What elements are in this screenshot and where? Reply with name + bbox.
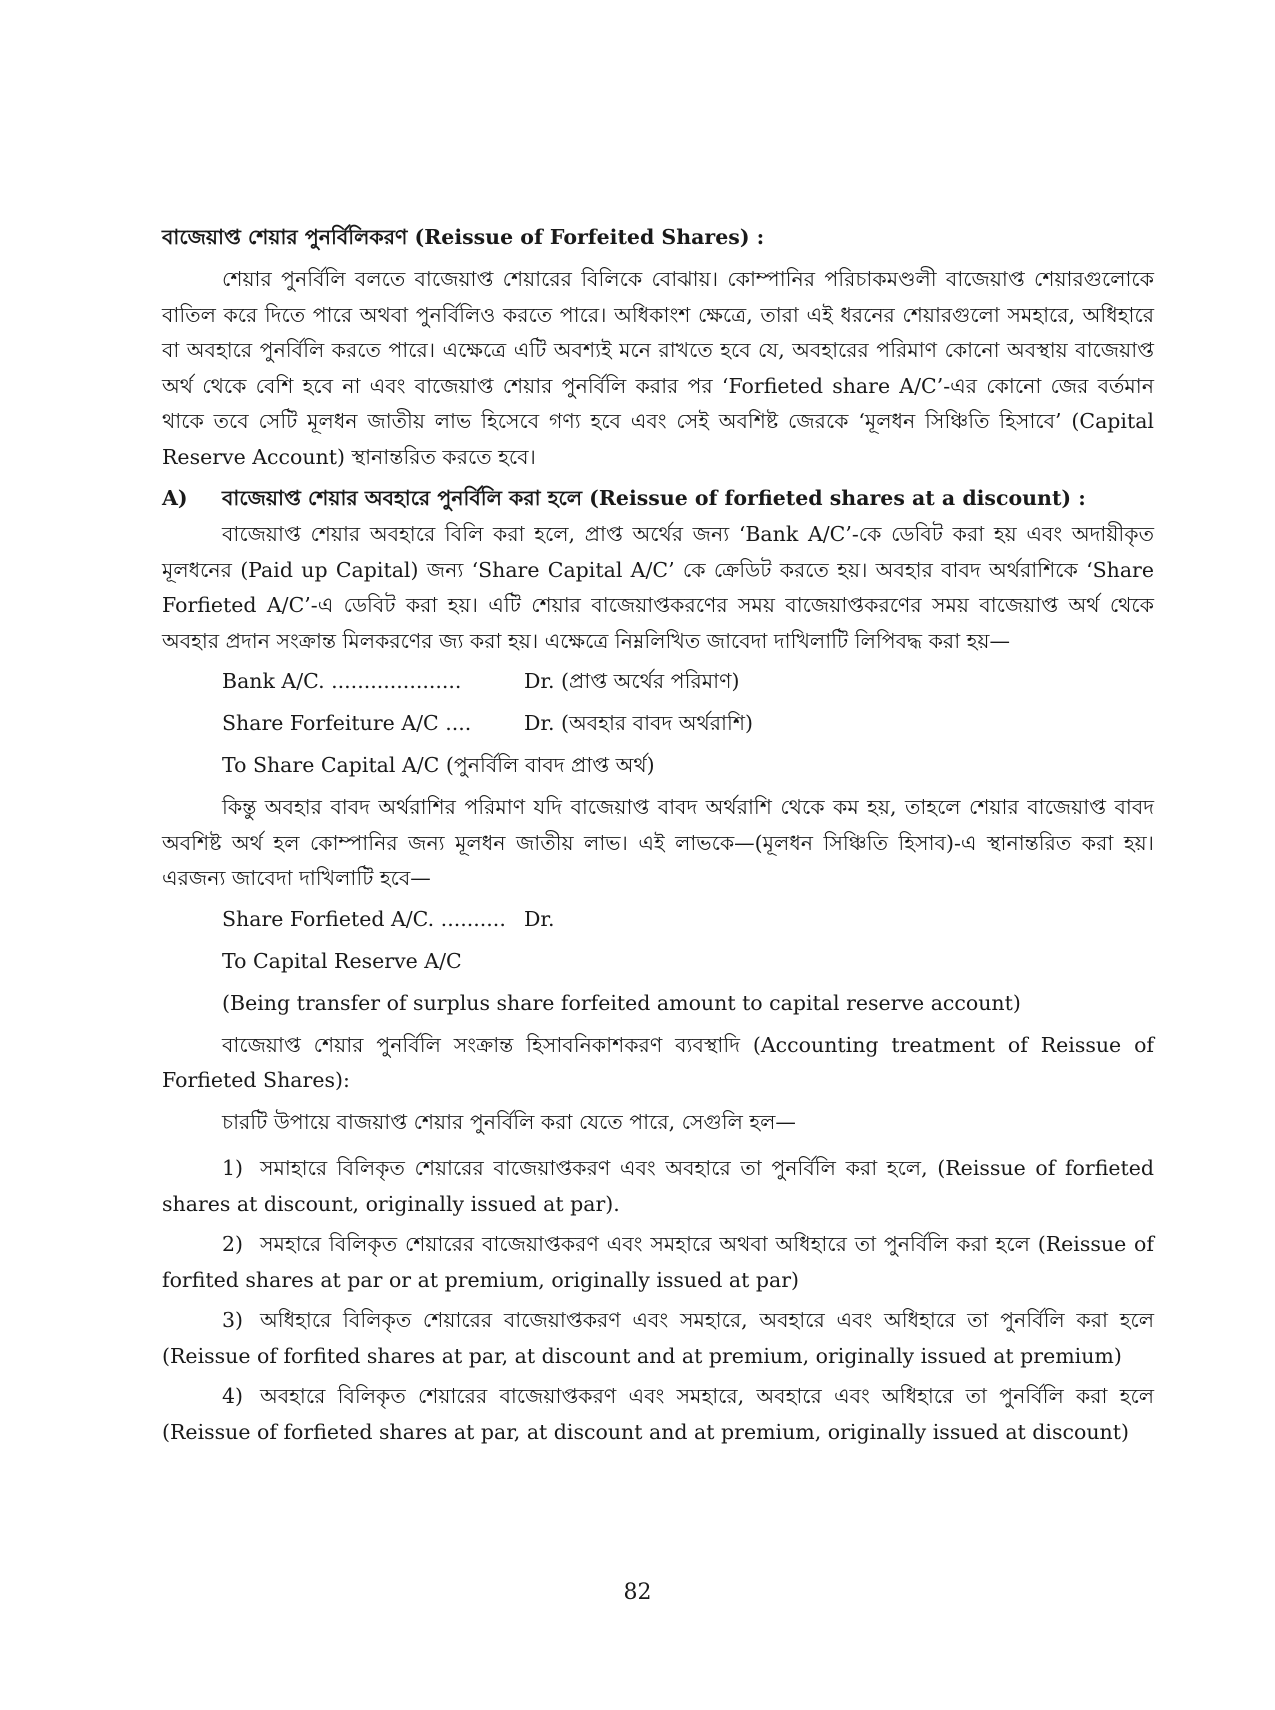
- journal-entry-account: Bank A/C. ....................: [222, 669, 462, 693]
- section-heading: বাজেয়াপ্ত শেয়ার পুনর্বিলিকরণ (Reissue of Forfeited Shares) :: [162, 225, 765, 249]
- subsection-a-heading: [162, 481, 1154, 515]
- page-content: [162, 220, 1154, 1453]
- list-item: [162, 1379, 1154, 1450]
- list-item-text: অবহারে বিলিকৃত শেয়ারের বাজেয়াপ্তকরণ এবং সমহারে, অবহারে এবং অধিহারে তা পুনর্বিলি করা হলে (Reissue of forfieted shares at par, at discount and at premium, originally issued at discount): [162, 1384, 1154, 1444]
- list-item: [162, 1151, 1154, 1222]
- intro-paragraph: শেয়ার পুনর্বিলি বলতে বাজেয়াপ্ত শেয়ারের বিলিকে বোঝায়। কোম্পানির পরিচাকমণ্ডলী বাজেয়াপ্ত শেয়ারগুলোকে বাতিল করে দিতে পারে অথবা পুনর্বিলিও করতে পারে। অধিকাংশ ক্ষেত্রে, তারা এই ধরনের শেয়ারগুলো সমহারে, অধিহারে বা অবহারে পুনর্বিলি করতে পারে। এক্ষেত্রে এটি অবশ্যই মনে রাখতে হবে যে, অবহারের পরিমাণ কোনো অবস্থায় বাজেয়াপ্ত অর্থ থেকে বেশি হবে না এবং বাজেয়াপ্ত শেয়ার পুনর্বিলি করার পর ‘Forfieted share A/C’-এর কোনো জের বর্তমান থাকে তবে সেটি মূলধন জাতীয় লাভ হিসেবে গণ্য হবে এবং সেই অবশিষ্ট জেরকে ‘মূলধন সিঞ্চিতি হিসাবে’ (Capital Reserve Account) স্থানান্তরিত করতে হবে।: [162, 267, 1154, 469]
- subsection-a-marker: A): [162, 486, 188, 510]
- page-number: 82: [623, 1580, 652, 1605]
- journal-entry-capital-reserve: To Capital Reserve A/C: [222, 948, 462, 973]
- list-item-number: 2): [222, 1232, 244, 1256]
- journal-entry-account: Share Forfieted A/C. ..........: [222, 906, 506, 931]
- journal-entry-narration: (Being transfer of surplus share forfeited amount to capital reserve account): [222, 990, 1021, 1015]
- list-item-number: 4): [222, 1384, 244, 1408]
- list-item: [162, 1303, 1154, 1374]
- subsection-a-paragraph: বাজেয়াপ্ত শেয়ার অবহারে বিলি করা হলে, প্রাপ্ত অর্থের জন্য ‘Bank A/C’-কে ডেবিট করা হয় এবং অদায়ীকৃত মূলধনের (Paid up Capital) জন্য ‘Share Capital A/C’ কে ক্রেডিট করতে হয়। অবহার বাবদ অর্থরাশিকে ‘Share Forfieted A/C’-এ ডেবিট করা হয়। এটি শেয়ার বাজেয়াপ্তকরণের সময় বাজেয়াপ্তকরণের সময় বাজেয়াপ্ত অর্থ থেকে অবহার প্রদান সংক্রান্ত মিলকরণের জ্য করা হয়। এক্ষেত্রে নিম্নলিখিত জাবেদা দাখিলাটি লিপিবদ্ধ করা হয়—: [162, 522, 1154, 653]
- journal-entry-share-forfieted: [162, 902, 1154, 936]
- journal-entry-account: Share Forfeiture A/C ....: [222, 711, 472, 735]
- list-item-text: অধিহারে বিলিকৃত শেয়ারের বাজেয়াপ্তকরণ এবং সমহারে, অবহারে এবং অধিহারে তা পুনর্বিলি করা হলে (Reissue of forfited shares at par, at discount and at premium, originally issued at premium): [162, 1308, 1154, 1368]
- journal-entry-detail: Dr. (প্রাপ্ত অর্থের পরিমাণ): [524, 669, 740, 693]
- subsection-a-paragraph-2: কিন্তু অবহার বাবদ অর্থরাশির পরিমাণ যদি বাজেয়াপ্ত বাবদ অর্থরাশি থেকে কম হয়, তাহলে শেয়ার বাজেয়াপ্ত বাবদ অবশিষ্ট অর্থ হল কোম্পানির জন্য মূলধন জাতীয় লাভ। এই লাভকে—(মূলধন সিঞ্চিতি হিসাব)-এ স্থানান্তরিত করা হয়। এরজন্য জাবেদা দাখিলাটি হবে—: [162, 795, 1154, 890]
- treatment-paragraph: বাজেয়াপ্ত শেয়ার পুনর্বিলি সংক্রান্ত হিসাবনিকাশকরণ ব্যবস্থাদি (Accounting treatment of Reissue of Forfieted Shares):: [162, 1032, 1154, 1092]
- journal-entry-detail: Dr. (অবহার বাবদ অর্থরাশি): [524, 711, 753, 735]
- journal-entry-bank: [162, 664, 1154, 698]
- ways-intro: চারটি উপায়ে বাজয়াপ্ত শেয়ার পুনর্বিলি করা যেতে পারে, সেগুলি হল—: [222, 1109, 796, 1134]
- journal-entry-detail: Dr.: [524, 906, 555, 931]
- list-item-text: সমহারে বিলিকৃত শেয়ারের বাজেয়াপ্তকরণ এবং সমহারে অথবা অধিহারে তা পুনর্বিলি করা হলে (Reissue of forfited shares at par or at premium, originally issued at par): [162, 1232, 1154, 1292]
- journal-entry-forfeiture: [162, 706, 1154, 740]
- subsection-a-title: বাজেয়াপ্ত শেয়ার অবহারে পুনর্বিলি করা হলে (Reissue of forfieted shares at a discount) :: [222, 486, 1086, 510]
- list-item-text: সমাহারে বিলিকৃত শেয়ারের বাজেয়াপ্তকরণ এবং অবহারে তা পুনর্বিলি করা হলে, (Reissue of forfieted shares at discount, originally issued at par).: [162, 1156, 1154, 1216]
- list-item-number: 3): [222, 1308, 244, 1332]
- list-item: [162, 1227, 1154, 1298]
- list-item-number: 1): [222, 1156, 244, 1180]
- journal-entry-credit: To Share Capital A/C (পুনর্বিলি বাবদ প্রাপ্ত অর্থ): [222, 753, 655, 777]
